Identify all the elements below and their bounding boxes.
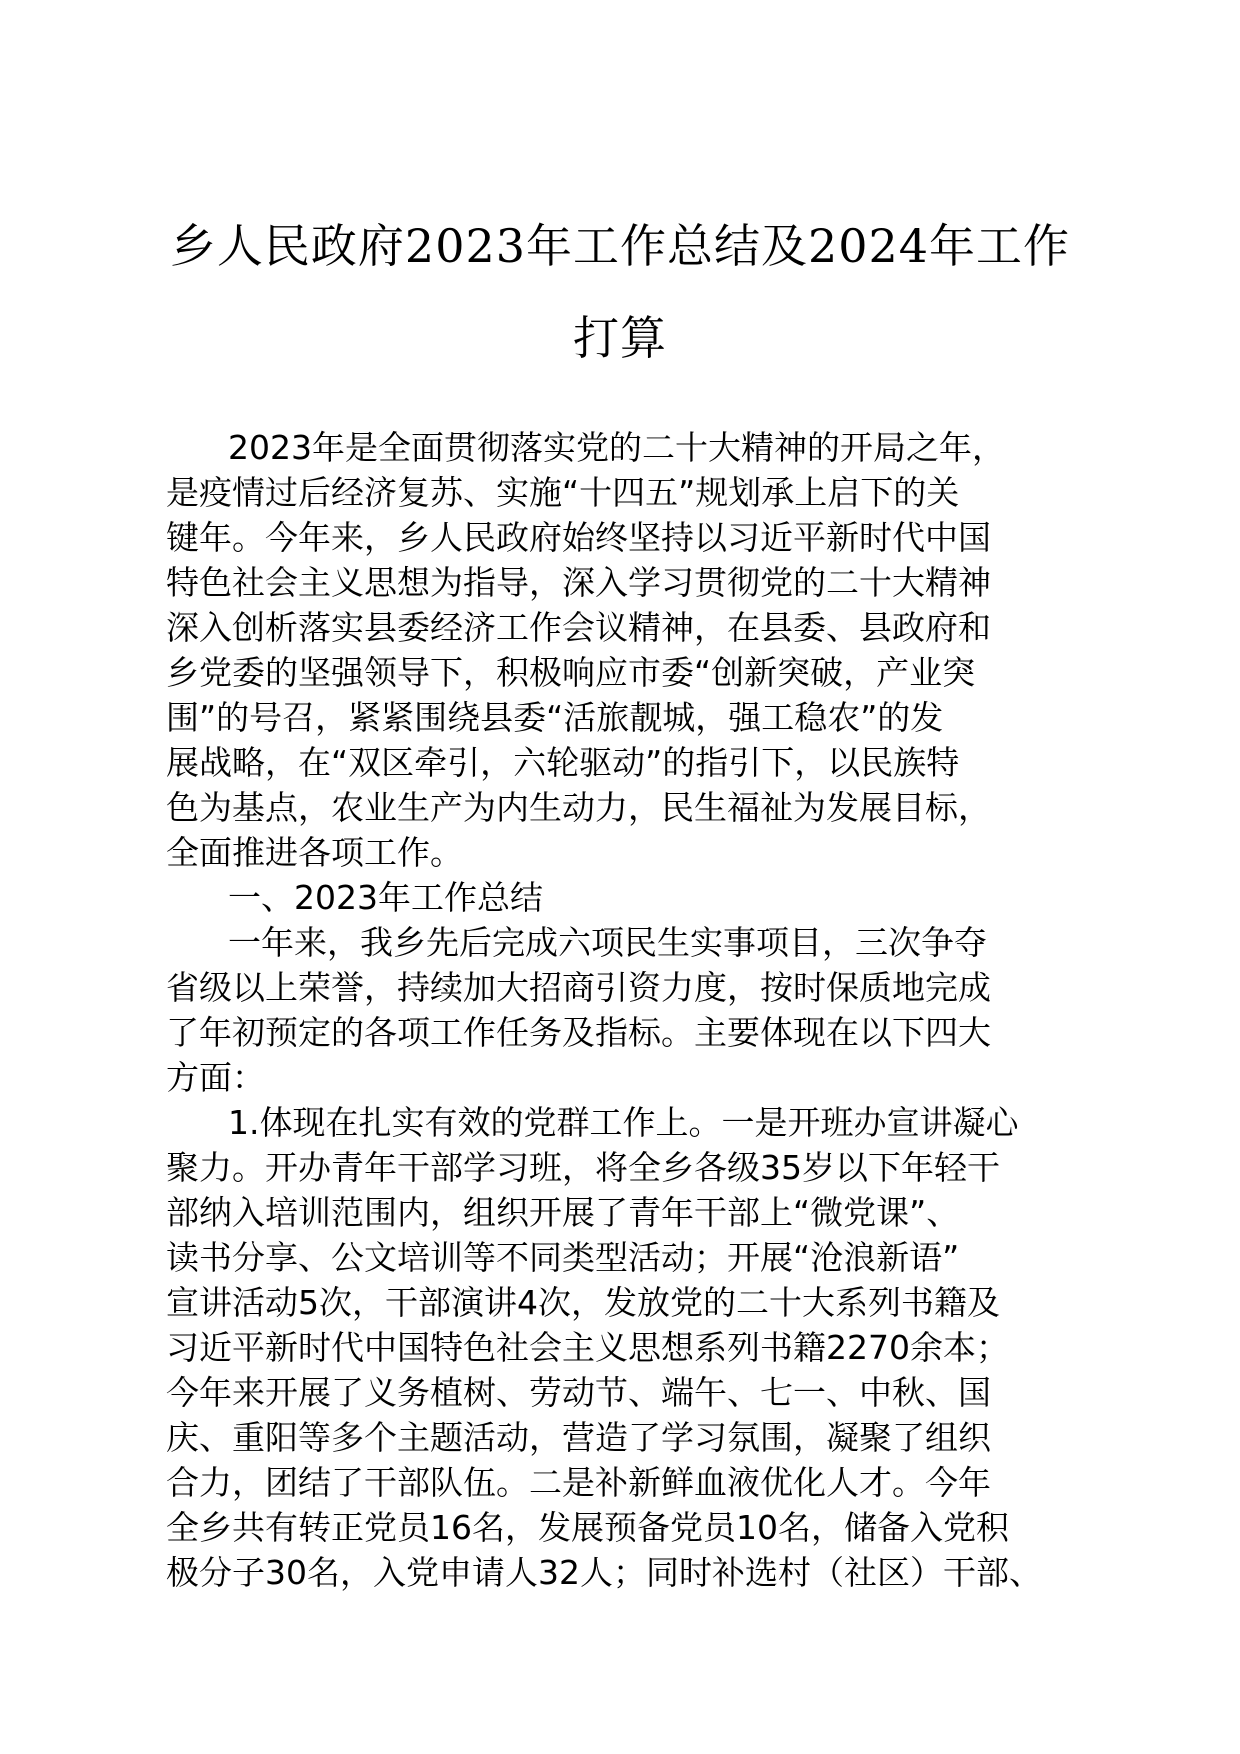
- body-line-21: 习近平新时代中国特色社会主义思想系列书籍2270余本；: [166, 1328, 1009, 1367]
- body-line-14: 了年初预定的各项工作任务及指标。主要体现在以下四大: [166, 1013, 991, 1052]
- body-line-13: 省级以上荣誉，持续加大招商引资力度，按时保质地完成: [166, 968, 991, 1007]
- body-line-10: 全面推进各项工作。: [166, 833, 463, 872]
- body-line-19: 读书分享、公文培训等不同类型活动；开展“沧浪新语”: [166, 1238, 960, 1277]
- body-line-22: 今年来开展了义务植树、劳动节、端午、七一、中秋、国: [166, 1373, 991, 1412]
- body-line-25: 全乡共有转正党员16名，发展预备党员10名，储备入党积: [166, 1508, 1009, 1547]
- body-line-9: 色为基点，农业生产为内生动力，民生福祉为发展目标，: [166, 788, 991, 827]
- body-line-6: 乡党委的坚强领导下，积极响应市委“创新突破，产业突: [166, 653, 976, 692]
- body-line-12: 一年来，我乡先后完成六项民生实事项目，三次争夺: [228, 923, 987, 962]
- body-line-3: 键年。今年来，乡人民政府始终坚持以习近平新时代中国: [166, 518, 991, 557]
- body-line-17: 聚力。开办青年干部学习班，将全乡各级35岁以下年轻干: [166, 1148, 1000, 1187]
- body-line-4: 特色社会主义思想为指导，深入学习贯彻党的二十大精神: [166, 563, 991, 602]
- body-line-23: 庆、重阳等多个主题活动，营造了学习氛围，凝聚了组织: [166, 1418, 991, 1457]
- body-line-26: 极分子30名，入党申请人32人；同时补选村（社区）干部、: [166, 1553, 1042, 1592]
- body-line-15: 方面：: [166, 1058, 265, 1097]
- document-title-line-1: 乡人民政府2023年工作总结及2024年工作: [169, 219, 1071, 273]
- section-heading-1: 一、2023年工作总结: [228, 878, 543, 917]
- body-line-16: 1.体现在扎实有效的党群工作上。一是开班办宣讲凝心: [228, 1103, 1019, 1142]
- body-line-2: 是疫情过后经济复苏、实施“十四五”规划承上启下的关: [166, 473, 960, 512]
- document-title-line-2: 打算: [573, 311, 667, 365]
- body-line-7: 围”的号召，紧紧围绕县委“活旅靓城，强工稳农”的发: [166, 698, 944, 737]
- body-line-20: 宣讲活动5次，干部演讲4次，发放党的二十大系列书籍及: [166, 1283, 1000, 1322]
- body-line-5: 深入创析落实县委经济工作会议精神，在县委、县政府和: [166, 608, 991, 647]
- body-line-24: 合力，团结了干部队伍。二是补新鲜血液优化人才。今年: [166, 1463, 991, 1502]
- body-line-18: 部纳入培训范围内，组织开展了青年干部上“微党课”、: [166, 1193, 960, 1232]
- body-line-8: 展战略，在“双区牵引，六轮驱动”的指引下，以民族特: [166, 743, 960, 782]
- body-line-1: 2023年是全面贯彻落实党的二十大精神的开局之年，: [228, 428, 1005, 467]
